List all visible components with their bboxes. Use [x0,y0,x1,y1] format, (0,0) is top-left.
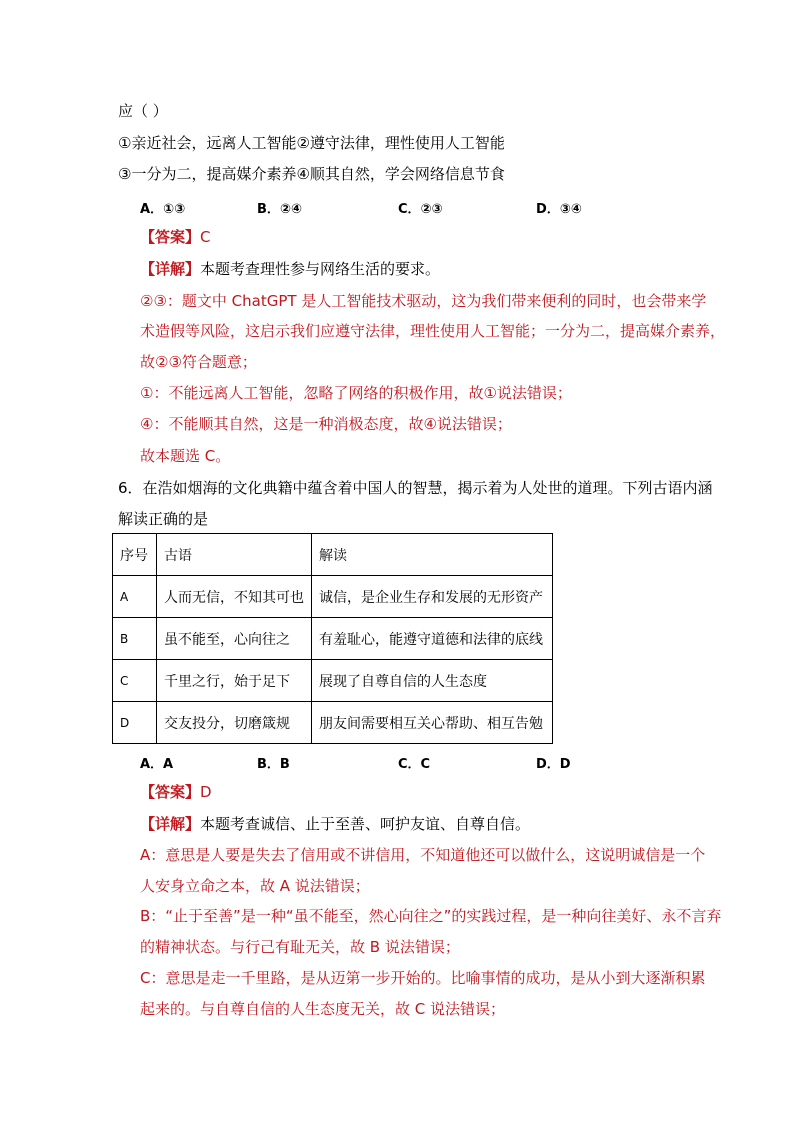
q6-answer-value: D [200,783,212,801]
q5-stem-end: 应（ ） [118,102,168,120]
q5-option-c: C．②③ [398,202,443,217]
q5-explanation-line: 术造假等风险，这启示我们应遵守法律，理性使用人工智能；一分为二，提高媒介素养， [140,322,726,340]
table-cell-quote: 交友投分，切磨箴规 [157,702,312,744]
table-row [113,618,553,660]
q6-detail [140,814,530,834]
table-header-row [113,534,553,576]
q5-answer-tag: 【答案】 [140,228,201,246]
table-cell-interpretation: 展现了自尊自信的人生态度 [312,660,553,702]
q5-explanation-line: ②③：题文中 ChatGPT 是人工智能技术驱动，这为我们带来便利的同时，也会带来学 [140,292,707,310]
table-cell-seq: A [113,576,157,618]
q5-explanation-line: 故本题选 C。 [140,447,231,465]
q6-detail-intro: 本题考查诚信、止于至善、呵护友谊、自尊自信。 [200,815,531,833]
table-header-cell: 解读 [312,534,553,576]
q6-explanation-line: A：意思是人要是失去了信用或不讲信用，不知道他还可以做什么，这说明诚信是一个 [140,846,706,864]
q6-stem-line-1: 6．在浩如烟海的文化典籍中蕴含着中国人的智慧，揭示着为人处世的道理。下列古语内涵 [118,479,713,497]
q6-answer [140,782,212,802]
q5-option-d: D．③④ [536,202,582,217]
q5-option-a: A．①③ [140,202,186,217]
q5-explanation-line: 故②③符合题意； [140,353,257,371]
q6-table [112,533,553,744]
table-cell-interpretation: 诚信，是企业生存和发展的无形资产 [312,576,553,618]
table-row [113,660,553,702]
table-cell-quote: 千里之行，始于足下 [157,660,312,702]
q5-explanation-line: ①：不能远离人工智能，忽略了网络的积极作用，故①说法错误； [140,384,572,402]
q6-option-d: D．D [536,757,571,772]
table-cell-seq: B [113,618,157,660]
q5-detail-tag: 【详解】 [140,260,201,278]
q6-option-a: A．A [140,757,174,772]
table-cell-seq: C [113,660,157,702]
q5-detail-intro: 本题考查理性参与网络生活的要求。 [200,260,441,278]
q6-explanation-line: 起来的。与自尊自信的人生态度无关，故 C 说法错误； [140,1000,506,1018]
table-row [113,702,553,744]
q6-answer-tag: 【答案】 [140,783,201,801]
q6-explanation-line: C：意思是走一千里路，是从迈第一步开始的。比喻事情的成功，是从小到大逐渐积累 [140,969,706,987]
q6-explanation-line: B：“止于至善”是一种“虽不能至，然心向往之”的实践过程，是一种向往美好、永不言弃 [140,907,722,925]
q5-answer [140,227,211,247]
q6-explanation-line: 的精神状态。与行己有耻无关，故 B 说法错误； [140,938,460,956]
table-header-cell: 序号 [113,534,157,576]
table-cell-seq: D [113,702,157,744]
table-cell-interpretation: 有羞耻心，能遵守道德和法律的底线 [312,618,553,660]
q5-detail [140,259,440,279]
table-cell-interpretation: 朋友间需要相互关心帮助、相互告勉 [312,702,553,744]
table-row [113,576,553,618]
q6-option-b: B．B [257,757,290,772]
q6-option-c: C．C [398,757,431,772]
q6-explanation-line: 人安身立命之本，故 A 说法错误； [140,877,370,895]
table-cell-quote: 人而无信，不知其可也 [157,576,312,618]
q5-option-b: B．②④ [257,202,302,217]
q6-stem-line-2: 解读正确的是 [118,510,209,528]
q5-explanation-line: ④：不能顺其自然，这是一种消极态度，故④说法错误； [140,415,512,433]
table-cell-quote: 虽不能至，心向往之 [157,618,312,660]
table-header-cell: 古语 [157,534,312,576]
q5-answer-value: C [200,228,211,246]
q5-items-line-1: ①亲近社会，远离人工智能②遵守法律，理性使用人工智能 [118,134,505,152]
q6-detail-tag: 【详解】 [140,815,201,833]
q5-items-line-2: ③一分为二，提高媒介素养④顺其自然，学会网络信息节食 [118,165,505,183]
